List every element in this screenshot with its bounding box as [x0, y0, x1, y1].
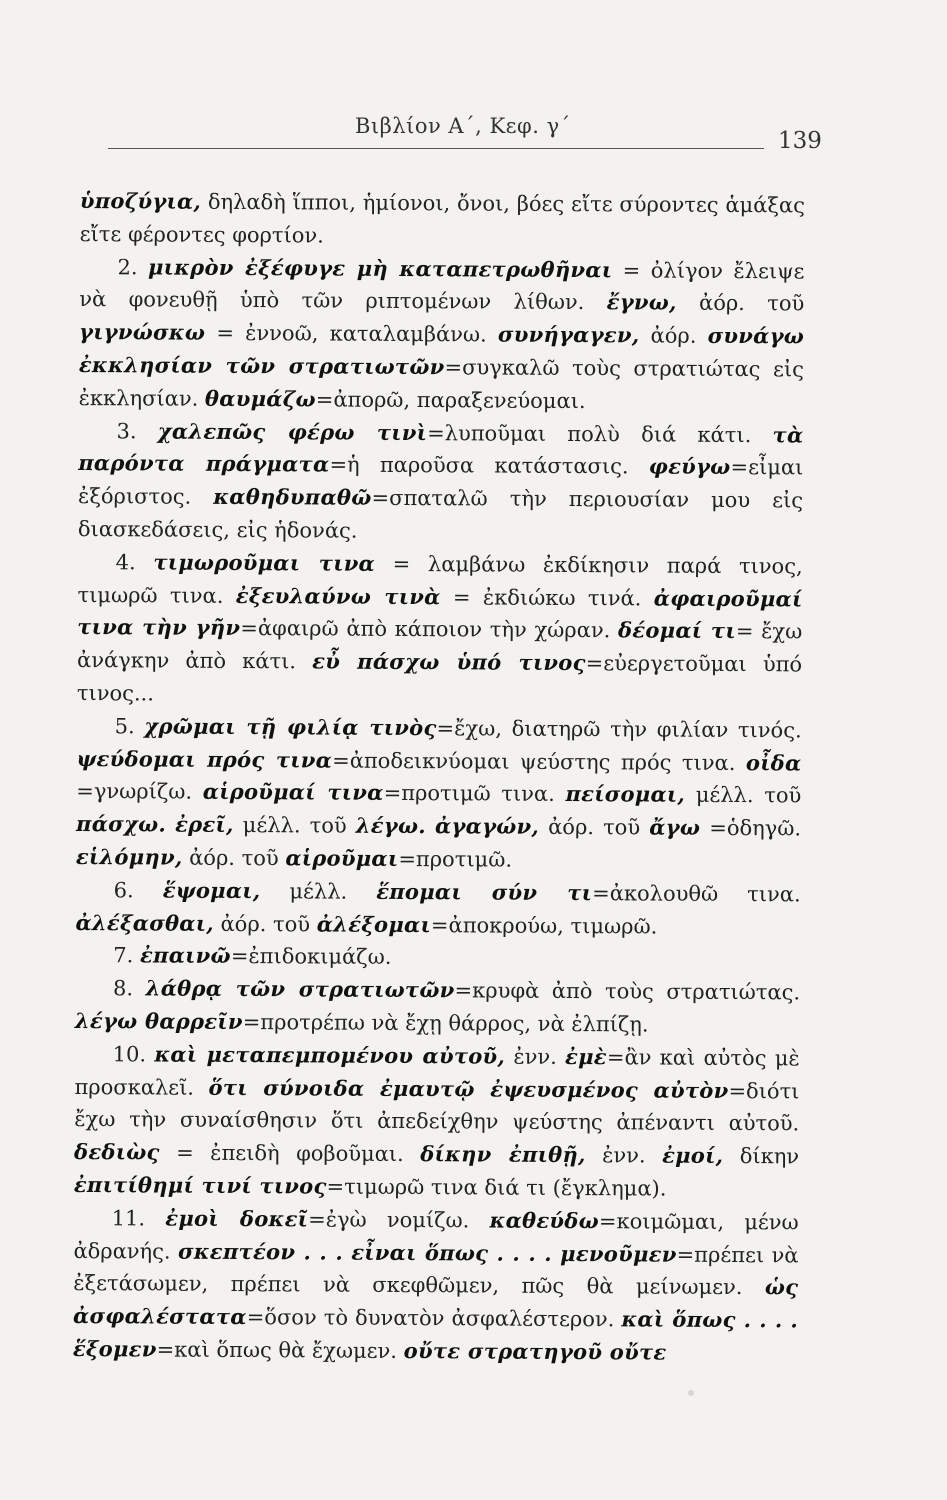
gloss-text	[166, 813, 175, 837]
glossary-term: οἶδα	[745, 749, 802, 775]
paragraph-number: 5.	[114, 713, 135, 739]
paragraph	[75, 874, 800, 944]
header-rule	[108, 148, 764, 149]
gloss-text: =ἔχω, διατηρῶ τὴν φιλίαν τινός.	[436, 715, 802, 743]
gloss-text: =προτιμῶ τινα.	[383, 781, 566, 807]
glossary-term: καὶ ὅπως . . . . ἕξομεν	[72, 1306, 799, 1362]
gloss-text: = λαμβάνω ἐκδίκησιν παρά τινος, τιμωρῶ τινα.	[77, 551, 803, 608]
gloss-text: =εἶμαι ἐξόριστος.	[78, 455, 804, 509]
glossary-term: ἐξευλαύνω τινὰ	[235, 582, 441, 609]
body-text	[73, 185, 805, 1370]
paragraph	[73, 1202, 799, 1370]
gloss-text: ἀόρ. τοῦ	[213, 911, 317, 936]
glossary-term: τὰ παρόντα πράγματα	[78, 421, 804, 477]
glossary-term: εὖ πάσχω ὑπό τινος	[312, 648, 586, 676]
gloss-text: =εὐεργετοῦμαι ὑπό τινος...	[76, 651, 803, 706]
running-head	[0, 108, 947, 154]
gloss-text: = ὀλίγον ἔλειψε νὰ φονευθῇ ὑπὸ τῶν ριπτομένων λίθων.	[79, 257, 805, 315]
gloss-text: =ἐπιδοκιμάζω.	[230, 944, 392, 970]
gloss-text: =ἂν καὶ αὐτὸς μὲ προσκαλεῖ.	[74, 1044, 800, 1100]
gloss-text: =καὶ ὅπως θὰ ἔχωμεν.	[156, 1337, 404, 1363]
gloss-text: μέλλ. τοῦ	[684, 783, 802, 808]
glossary-term: ἐρεῖ,	[175, 811, 234, 838]
gloss-text: δηλαδὴ ἵπποι, ἡμίονοι, ὄνοι, βόες εἴτε σύροντες ἁμάξας εἴτε φέροντες φορτίον.	[79, 189, 805, 248]
gloss-text: = ἔχω ἀνάγκην ἀπὸ κάτι.	[77, 619, 803, 674]
glossary-term: φεύγω	[648, 453, 731, 480]
paragraph	[74, 1038, 800, 1206]
gloss-text: =τιμωρῶ τινα διά τι (ἔγκλημα).	[326, 1174, 667, 1201]
gloss-text: =ἀποδεικνύομαι ψεύστης πρός τινα.	[332, 748, 747, 775]
gloss-text: =κρυφὰ ἀπὸ τοὺς στρατιώτας.	[454, 978, 801, 1005]
glossary-term: ἐπαινῶ	[139, 942, 231, 969]
glossary-term: οὔτε στρατηγοῦ οὔτε	[403, 1337, 667, 1365]
glossary-term: ὑποζύγια,	[79, 187, 202, 214]
glossary-term: ἀλέξασθαι,	[75, 909, 214, 936]
paper-speck	[688, 1390, 694, 1396]
glossary-term: πείσομαι,	[565, 781, 686, 808]
paragraph-number: 4.	[115, 549, 136, 575]
glossary-term: δέομαί τι	[617, 617, 736, 644]
glossary-term: αἱροῦμαί τινα	[202, 779, 384, 806]
gloss-text: =ὅσον τὸ δυνατὸν ἀσφαλέστερον.	[246, 1305, 622, 1332]
glossary-term: καθεύδω	[489, 1207, 600, 1233]
glossary-term: μικρὸν ἐξέφυγε μὴ καταπετρωθῆναι	[147, 254, 613, 282]
glossary-term: χρῶμαι τῇ φιλίᾳ τινὸς	[144, 713, 437, 740]
gloss-text: = ἐκδιώκω τινά.	[440, 584, 654, 611]
gloss-text: =πρέπει νὰ ἐξετάσωμεν, πρέπει νὰ σκεφθῶμεν, πῶς θὰ μείνωμεν.	[73, 1242, 799, 1300]
gloss-text	[426, 814, 435, 838]
gloss-text: ἐνν.	[585, 1143, 663, 1168]
glossary-term: καθηδυπαθῶ	[213, 483, 372, 510]
glossary-term: λέγω.	[355, 812, 427, 839]
gloss-text: =ἀφαιρῶ ἀπὸ κάποιον τὴν χώραν.	[240, 616, 619, 643]
gloss-text: =λυποῦμαι πολὺ διά κάτι.	[427, 420, 773, 447]
gloss-text: =προτιμῶ.	[398, 846, 513, 872]
glossary-term: γιγνώσκω	[79, 319, 206, 345]
paragraph-number: 8.	[113, 976, 134, 1001]
glossary-term: λέγω θαρρεῖν	[74, 1007, 243, 1034]
paragraph-number: 2.	[117, 254, 138, 279]
gloss-text: ἀόρ.	[639, 323, 708, 349]
paragraph	[79, 251, 805, 419]
glossary-term: ἀφαιροῦμαί τινα τὴν γῆν	[77, 585, 803, 641]
glossary-term: ἔγνω,	[606, 289, 677, 316]
paragraph	[75, 939, 800, 976]
glossary-term: ἀγαγών,	[434, 813, 540, 839]
page-header-title: Βιβλίον Α΄, Κεφ. γ΄	[355, 114, 571, 138]
glossary-term: χαλεπῶς φέρω τινὶ	[157, 418, 428, 445]
paragraph	[76, 710, 802, 878]
gloss-text: ἀόρ. τοῦ	[538, 814, 650, 840]
gloss-text: ἀόρ. τοῦ	[676, 291, 805, 316]
paragraph-number: 3.	[116, 418, 137, 443]
glossary-term: ὡς ἀσφαλέστατα	[73, 1274, 799, 1330]
gloss-text: μέλλ.	[260, 878, 377, 904]
gloss-text: =ἡ παροῦσα κατάστασις.	[329, 452, 649, 479]
glossary-term: αἱροῦμαι	[285, 845, 399, 871]
glossary-term: θαυμάζω	[204, 385, 316, 412]
glossary-term: ψεύδομαι πρός τινα	[76, 745, 333, 773]
glossary-term: ἐμοί,	[662, 1142, 724, 1169]
glossary-term: σκεπτέον . . . εἶναι ὅπως . . . . μενοῦμεν	[177, 1238, 677, 1267]
glossary-term: ἐπιτίθημί τινί τινος	[73, 1171, 327, 1199]
gloss-text: =ἀπορῶ, παραξενεύομαι.	[315, 387, 586, 413]
glossary-term: ἄγω	[649, 814, 701, 840]
glossary-term: ἕπομαι σύν τι	[376, 878, 593, 905]
glossary-term: ἀλέξομαι	[316, 910, 432, 937]
paragraph-number: 11.	[111, 1205, 146, 1231]
gloss-text: =ὁδηγῶ.	[700, 815, 802, 841]
gloss-text: μέλλ. τοῦ	[233, 813, 356, 838]
glossary-term: δεδιὼς	[74, 1139, 160, 1165]
paragraph-number: 6.	[113, 877, 134, 903]
glossary-term: δίκην ἐπιθῇ,	[420, 1141, 586, 1168]
gloss-text: =γνωρίζω.	[76, 779, 203, 805]
paragraph	[75, 972, 800, 1042]
gloss-text: = ἐπειδὴ φοβοῦμαι.	[159, 1140, 421, 1167]
gloss-text: ἐνν.	[505, 1044, 566, 1069]
glossary-term: ὅτι σύνοιδα ἐμαυτῷ ἐψευσμένος αὐτὸν	[208, 1074, 729, 1103]
glossary-term: λάθρᾳ τῶν στρατιωτῶν	[145, 975, 455, 1003]
gloss-text: =ἐγὼ νομίζω.	[308, 1207, 490, 1233]
glossary-term: συνήγαγεν,	[497, 321, 640, 348]
gloss-text: =σπαταλῶ τὴν περιουσίαν μου εἰς διασκεδάσεις, εἰς ἡδονάς.	[77, 485, 804, 543]
gloss-text: δίκην	[723, 1144, 800, 1169]
gloss-text: = ἐννοῶ, καταλαμβάνω.	[205, 320, 499, 347]
gloss-text: =ἀκολουθῶ τινα.	[592, 880, 801, 907]
glossary-term: τιμωροῦμαι τινα	[153, 549, 376, 576]
gloss-text: =συγκαλῶ τοὺς στρατιώτας εἰς ἐκκλησίαν.	[78, 355, 804, 411]
gloss-text: =διότι ἔχω τὴν συναίσθησιν ὅτι ἀπεδείχθην ψεύστης ἀπέναντι αὐτοῦ.	[74, 1078, 800, 1136]
page-number: 139	[778, 128, 822, 154]
gloss-text: =προτρέπω νὰ ἔχῃ θάρρος, νὰ ἐλπίζῃ.	[242, 1009, 649, 1037]
glossary-term: ἕψομαι,	[162, 877, 261, 903]
paragraph-number: 7.	[113, 943, 134, 968]
paragraph-number: 10.	[112, 1041, 147, 1067]
glossary-term: εἱλόμην,	[75, 843, 183, 870]
gloss-text: ἀόρ. τοῦ	[182, 845, 286, 871]
glossary-term: καὶ μεταπεμπομένου αὐτοῦ,	[154, 1041, 506, 1069]
gloss-text: =ἀποκρούω, τιμωρῶ.	[430, 912, 658, 939]
paragraph	[80, 185, 805, 255]
glossary-term: πάσχω.	[76, 811, 167, 837]
paragraph	[77, 546, 803, 714]
glossary-term: ἐμοὶ δοκεῖ	[165, 1205, 309, 1232]
glossary-term: συνάγω ἐκκλησίαν τῶν στρατιωτῶν	[78, 323, 805, 380]
gloss-text: =κοιμῶμαι, μένω ἀδρανής.	[73, 1208, 799, 1264]
paragraph	[78, 415, 804, 551]
glossary-term: ἐμὲ	[565, 1043, 607, 1069]
